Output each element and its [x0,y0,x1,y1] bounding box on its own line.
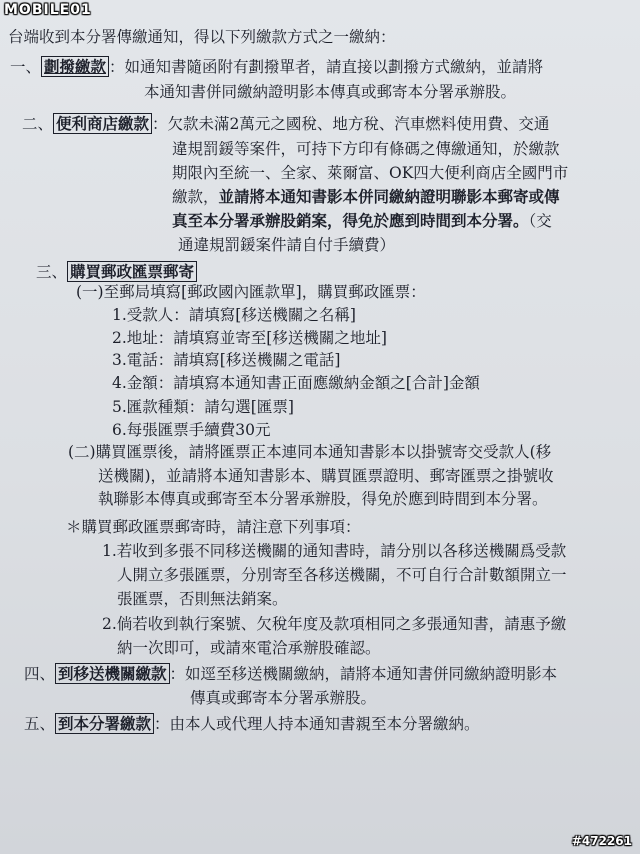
section-3-sub-2-line-2: 送機關)，並請將本通知書影本、購買匯票證明、郵寄匯票之掛號收 [98,467,554,485]
section-3-title: 購買郵政匯票郵寄 [67,261,197,282]
section-3-number: 三、 [36,263,68,281]
section-3-item-5: 5.匯款種類：請勾選[匯票] [112,398,294,416]
brand-watermark: MOBILE01 [4,2,92,18]
section-4-number: 四、 [24,665,56,683]
section-3-item-2: 2.地址：請填寫並寄至[移送機關之地址] [112,329,387,347]
section-2-number: 二、 [22,115,54,133]
section-4-line-2: 傳真或郵寄本分署承辦股。 [190,689,377,707]
section-2-line-4 [172,187,560,207]
section-2-text-5b: （交 [528,212,552,230]
section-3-sub-2-line-1: (二)購買匯票後，請將匯票正本連同本通知書影本以掛號寄交受款人(移 [68,443,552,461]
section-3-item-1: 1.受款人：請填寫[移送機關之名稱] [112,306,356,324]
section-1-number: 一、 [10,58,42,76]
section-3-sub-1: (一)至郵局填寫[郵政國內匯款單]，購買郵政匯票： [76,283,426,301]
section-3-note-2-line-2: 納一次即可，或請來電洽承辦股確認。 [117,639,381,657]
section-3-note-title: ＊購買郵政匯票郵寄時，請注意下列事項： [66,518,361,536]
section-3-note-1-line-1: 1.若收到多張不同移送機關的通知書時，請分別以各移送機關爲受款 [102,542,567,560]
section-3-line-1 [36,262,197,282]
section-2-line-6: 通違規罰鍰案件請自付手續費） [178,236,396,254]
section-3-item-6: 6.每張匯票手續費30元 [112,421,271,439]
section-3-item-3: 3.電話：請填寫[移送機關之電話] [112,351,341,369]
section-4-text-1: ：如逕至移送機關繳納，請將本通知書併同繳納證明影本 [169,665,558,683]
section-2-line-3: 期限內至統一、全家、萊爾富、OK四大便利商店全國門市 [172,164,569,182]
section-3-note-2-line-1: 2.倘若收到執行案號、欠稅年度及款項相同之多張通知書，請惠予繳 [102,615,567,633]
section-2-line-5 [172,211,552,231]
section-2-text-5a: 真至本分署承辦股銷案，得免於應到時間到本分署。 [172,211,529,230]
section-1-line-1 [10,57,543,77]
section-3-item-4: 4.金額：請填寫本通知書正面應繳納金額之[合計]金額 [112,374,480,392]
section-4-line-1 [24,664,557,684]
section-4-title: 到移送機關繳款 [55,663,170,684]
image-id-watermark: #472261 [571,834,632,848]
section-2-text-4b: 並請將本通知書影本併同繳納證明聯影本郵寄或傳 [218,187,560,206]
section-2-title: 便利商店繳款 [53,113,152,134]
section-2-text-4a: 繳款， [172,188,219,206]
section-5-number: 五、 [24,715,56,733]
section-5-line-1 [24,714,480,734]
section-1-title: 劃撥繳款 [41,56,109,77]
section-3-note-1-line-2: 人開立多張匯票，分別寄至各移送機關，不可自行合計數額開立一 [117,566,567,584]
section-3-note-1-line-3: 張匯票，否則無法銷案。 [117,590,288,608]
section-5-title: 到本分署繳款 [55,713,154,734]
section-2-line-1 [22,114,549,134]
section-1-text-1: ：如通知書隨函附有劃撥單者，請直接以劃撥方式繳納，並請將 [109,58,544,76]
section-5-text-1: ：由本人或代理人持本通知書親至本分署繳納。 [154,715,480,733]
intro-line: 台端收到本分署傳繳通知，得以下列繳款方式之一繳納： [8,28,396,46]
section-2-line-2: 違規罰鍰等案件，可持下方印有條碼之傳繳通知，於繳款 [172,140,560,158]
section-3-sub-2-line-3: 執聯影本傳真或郵寄至本分署承辦股，得免於應到時間到本分署。 [98,490,548,508]
section-2-text-1: ：欠款未滿2萬元之國稅、地方稅、汽車燃料使用費、交通 [152,115,550,133]
section-1-line-2: 本通知書併同繳納證明影本傳真或郵寄本分署承辦股。 [144,83,517,101]
